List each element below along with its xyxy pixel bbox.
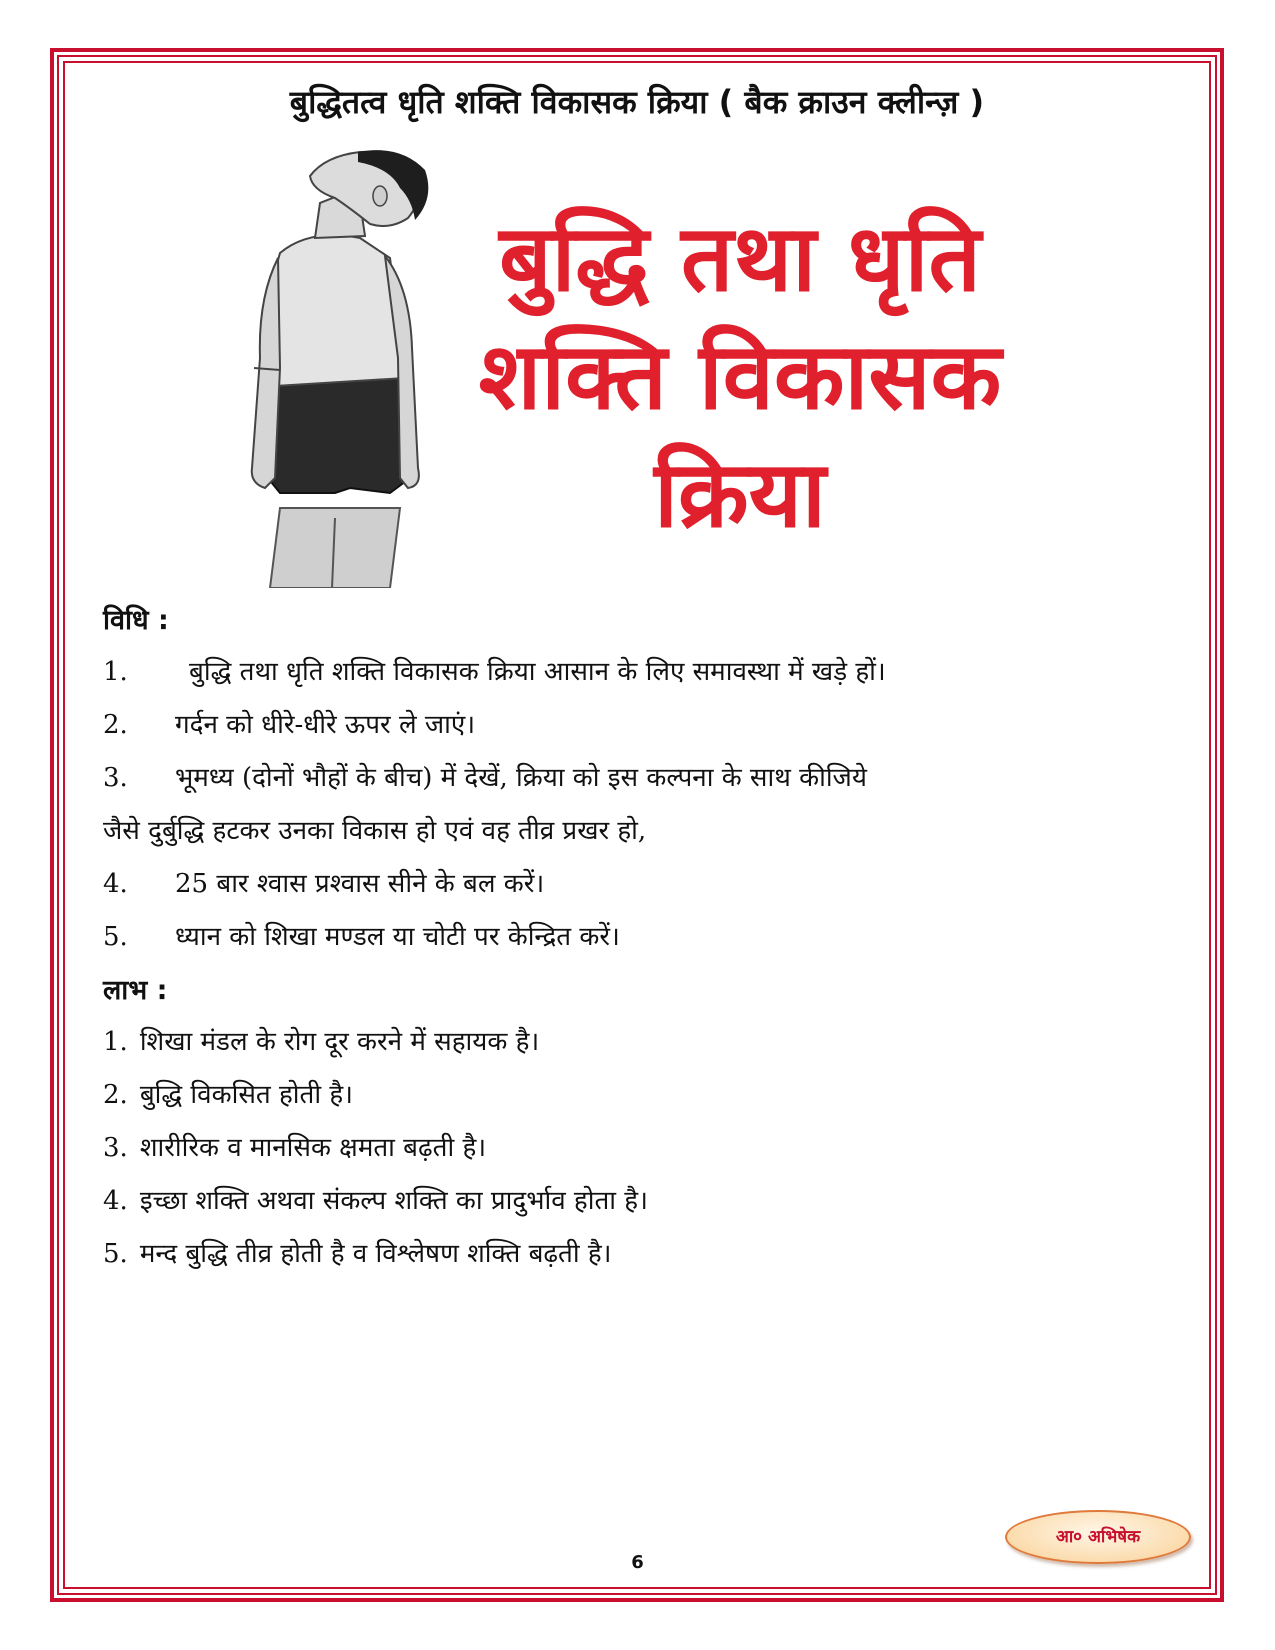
item-number: 1. [103, 1027, 128, 1057]
item-text: बुद्धि तथा धृति शक्ति विकासक क्रिया आसान के लिए समावस्था में खड़े हों। [189, 657, 886, 687]
item-number: 2. [103, 1080, 128, 1110]
page-title: बुद्धितत्व धृति शक्ति विकासक क्रिया ( बैक क्राउन क्लीन्ज़ ) [289, 83, 985, 121]
list-item [103, 758, 867, 794]
list-item [103, 705, 475, 741]
item-text: शारीरिक व मानसिक क्षमता बढ़ती है। [139, 1133, 487, 1163]
list-item [103, 652, 886, 688]
item-text: ध्यान को शिखा मण्डल या चोटी पर केन्द्रित करें। [175, 922, 620, 952]
item-text: जैसे दुर्बुद्धि हटकर उनका विकास हो एवं वह तीव्र प्रखर हो, [103, 816, 647, 846]
item-text: 25 बार श्वास प्रश्वास सीने के बल करें। [175, 869, 545, 899]
item-number: 4. [103, 1186, 128, 1216]
item-text: शिखा मंडल के रोग दूर करने में सहायक है। [139, 1027, 540, 1057]
page-number: 6 [631, 1552, 644, 1573]
item-number: 4. [103, 869, 128, 899]
poster-title [460, 200, 1020, 554]
item-number: 3. [103, 1133, 128, 1163]
item-text: भूमध्य (दोनों भौहों के बीच) में देखें, क्रिया को इस कल्पना के साथ कीजिये [175, 763, 867, 793]
item-number: 3. [103, 763, 128, 793]
list-item [103, 1234, 612, 1270]
list-item [103, 1022, 539, 1058]
list-item [103, 1075, 353, 1111]
poster-title-line: बुद्धि तथा धृति [499, 205, 981, 312]
item-text: गर्दन को धीरे-धीरे ऊपर ले जाएं। [175, 710, 476, 740]
item-text: इच्छा शक्ति अथवा संकल्प शक्ति का प्रादुर्भाव होता है। [139, 1186, 648, 1216]
poster-title-line: शक्ति विकासक [478, 323, 1002, 430]
list-item [103, 917, 620, 953]
benefits-heading: लाभ : [103, 975, 168, 1006]
item-number: 5. [103, 922, 128, 952]
list-item [103, 864, 544, 900]
item-number: 1. [103, 657, 128, 687]
list-item [103, 1128, 486, 1164]
list-item-continuation [103, 811, 646, 847]
item-text: मन्द बुद्धि तीव्र होती है व विश्लेषण शक्ति बढ़ती है। [139, 1239, 612, 1269]
list-item [103, 1181, 648, 1217]
author-badge: आ० अभिषेक [1005, 1510, 1191, 1564]
method-heading: विधि : [103, 605, 169, 636]
poster-title-line: क्रिया [654, 441, 826, 548]
person-neck-stretch-illustration [240, 148, 450, 588]
item-text: बुद्धि विकसित होती है। [139, 1080, 354, 1110]
item-number: 5. [103, 1239, 128, 1269]
item-number: 2. [103, 710, 128, 740]
